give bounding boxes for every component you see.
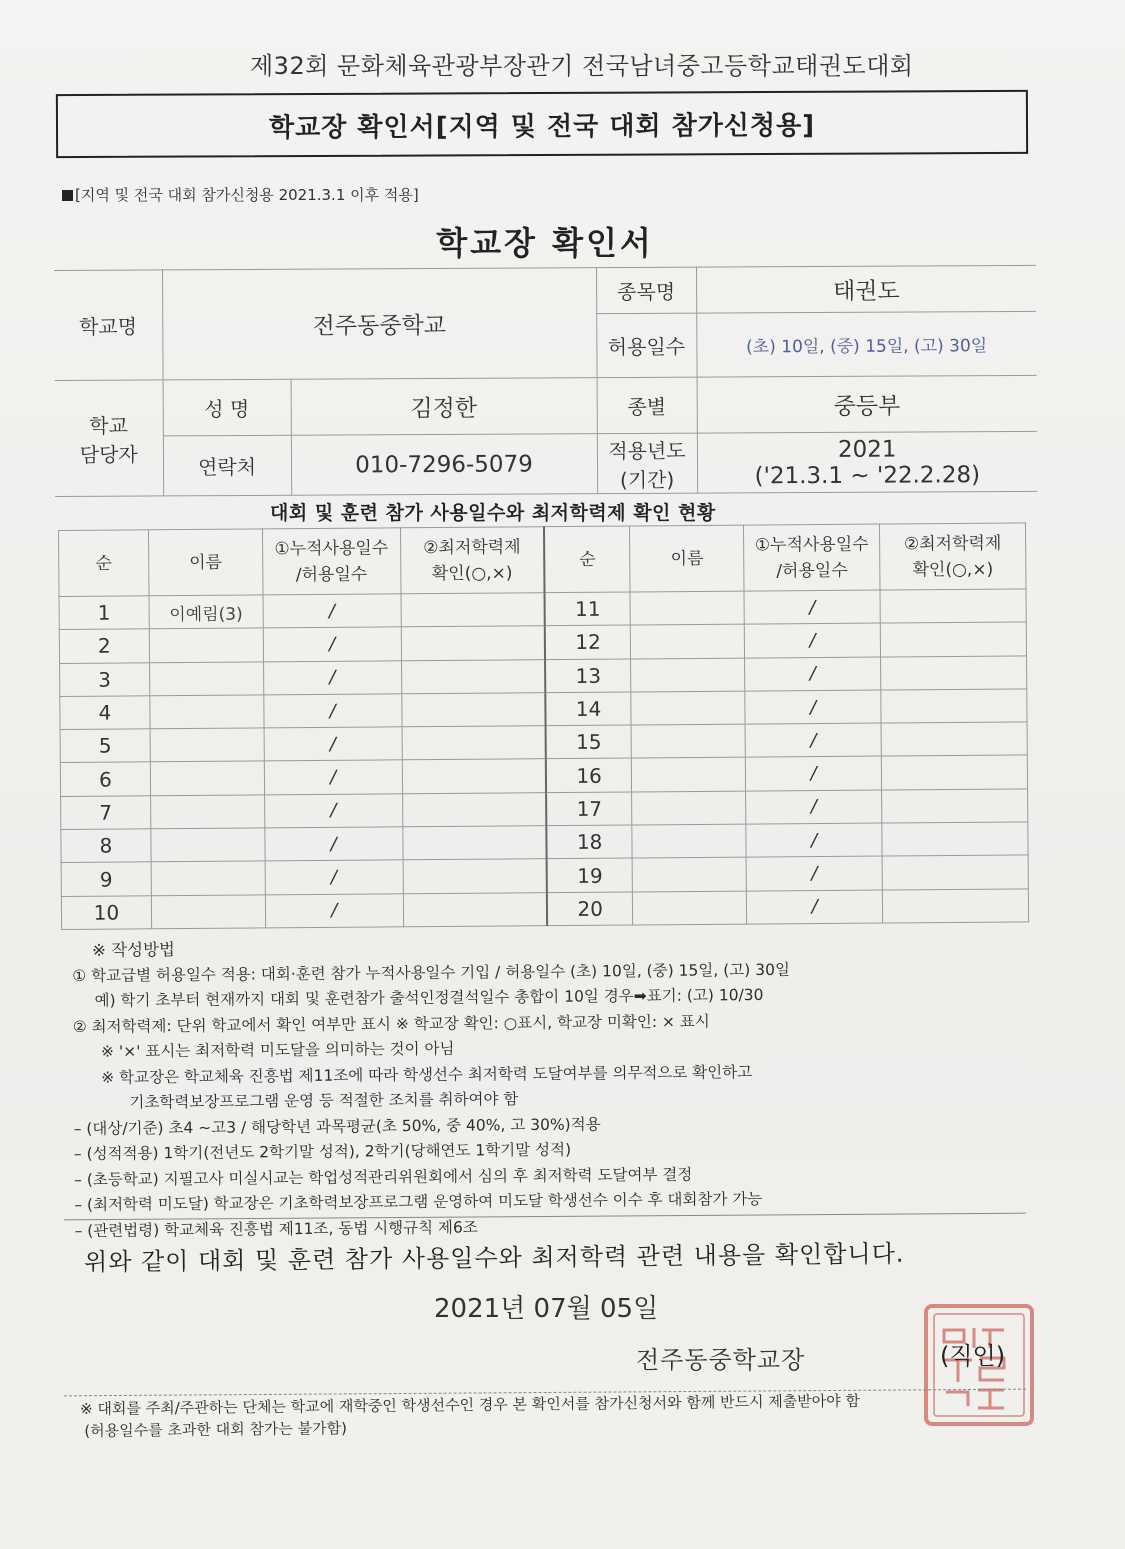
status-table [58,522,1029,930]
row-number: 17 [546,792,632,826]
row-days: / [263,660,401,694]
year-value-line2: ('21.3.1 ~ '22.2.28) [754,461,981,489]
row-name [633,891,747,925]
row-days: / [264,794,402,828]
seal-label: (직인) [940,1342,1006,1370]
row-days: / [744,623,880,657]
row-days: / [264,694,402,728]
division-label: 종별 [597,377,697,434]
row-days: / [263,627,401,661]
square-bullet-icon [62,190,73,201]
row-days: / [265,860,403,894]
row-name [631,624,745,658]
instruction-line-3: ② 최저학력제: 단위 학교에서 확인 여부만 표시 ※ 학교장 확인: ○표시, 학교장 미확인: × 표시 [72,1011,710,1036]
instructions-heading: ※ 작성방법 [92,940,176,960]
row-name [632,824,746,858]
year-label-line1: 적용년도 [608,438,686,463]
row-name [150,728,264,762]
row-check [881,655,1027,689]
status-body [59,589,1029,930]
contact-label: 연락처 [163,435,291,496]
instruction-line-11: – (관련법령) 학교체육 진흥법 제11조, 동법 시행규칙 제6조 [74,1217,478,1240]
row-name [631,724,745,758]
row-name [632,857,746,891]
col-days-right-line1: ①누적사용일수 [754,534,869,556]
col-min-left [400,527,544,594]
status-header-row [59,523,1026,597]
row-name [149,661,263,695]
row-check [402,792,546,826]
allowed-days-value: (초) 10일, (중) 15일, (고) 30일 [696,311,1036,377]
row-name [151,861,265,895]
col-min-right-line2: 확인(○,×) [912,559,994,580]
instruction-line-2: 예) 학기 초부터 현재까지 대회 및 훈련참가 출석인정결석일수 총합이 10일 경우➡표기: (고) 10/30 [94,985,764,1010]
row-number: 4 [60,696,150,730]
name-label: 성 명 [163,379,291,436]
row-number: 19 [547,858,633,892]
row-check [881,755,1027,789]
confirmation-text: 위와 같이 대회 및 훈련 참가 사용일수와 최저학력 관련 내용을 확인합니다. [83,1239,905,1277]
table-row [61,889,1028,930]
row-name [149,628,263,662]
col-days-left [262,528,400,595]
apply-note [62,184,419,205]
row-days: / [746,823,882,857]
row-check [882,889,1028,923]
manager-label-line2: 담당자 [79,442,138,467]
row-number: 12 [545,625,631,659]
row-check [401,659,545,693]
row-days: / [265,827,403,861]
row-check [880,622,1026,656]
row-check [881,722,1027,756]
row-days: / [264,760,402,794]
row-number: 6 [60,762,150,796]
contact-value: 010-7296-5079 [291,434,597,496]
row-number: 15 [546,725,632,759]
row-days: / [744,590,880,624]
instruction-line-1: ① 학교급별 허용일수 적용: 대회·훈련 참가 누적사용일수 기입 / 허용일수 (초) 10일, (중) 15일, (고) 30일 [72,960,790,985]
row-name [150,695,264,729]
year-label [597,433,697,494]
row-name [631,658,745,692]
row-days: / [745,657,881,691]
row-days: / [745,723,881,757]
name-value: 김정한 [291,378,597,436]
row-days: / [264,727,402,761]
row-name [150,761,264,795]
row-number: 2 [59,629,149,663]
allowed-days-label: 허용일수 [596,313,696,378]
year-label-line2: (기간) [619,467,675,492]
apply-note-text: [지역 및 전국 대회 참가신청용 2021.3.1 이후 적용] [75,186,419,204]
instruction-line-7: – (대상/기준) 초4 ~고3 / 해당학년 과목평균(초 50%, 중 40%, 고 30%)적용 [73,1114,601,1138]
row-check [403,859,547,893]
col-min-left-line1: ②최저학력제 [423,536,521,558]
row-number: 5 [60,729,150,763]
col-days-left-line1: ①누적사용일수 [274,537,389,559]
row-check [402,726,546,760]
row-check [401,593,545,627]
row-days: / [746,790,882,824]
col-name-left: 이름 [148,529,262,596]
col-no-left: 순 [59,530,149,597]
row-name [632,791,746,825]
row-number: 1 [59,596,149,630]
division-value: 중등부 [697,375,1037,433]
school-value: 전주동중학교 [162,268,597,380]
event-title: 제32회 문화체육관광부장관기 전국남녀중고등학교태권도대회 [250,52,914,80]
col-name-right: 이름 [630,525,744,592]
row-name [151,828,265,862]
row-days: / [263,594,401,628]
row-days: / [265,893,403,927]
row-check [403,892,547,926]
info-table [54,265,1037,497]
instruction-line-4: ※ '×' 표시는 최저학력 미도달을 의미하는 것이 아님 [100,1039,455,1061]
row-name [150,795,264,829]
row-number: 9 [61,862,151,896]
row-check [882,789,1028,823]
row-number: 13 [545,659,631,693]
manager-label [55,380,164,497]
row-number: 7 [61,796,151,830]
col-min-right-line1: ②최저학력제 [903,533,1002,554]
col-min-left-line2: 확인(○,×) [431,562,513,584]
row-number: 16 [546,758,632,792]
col-days-right [744,524,880,591]
row-number: 10 [61,895,151,929]
row-check [402,826,546,860]
event-label: 종목명 [596,267,696,314]
footer-line-2: (허용일수를 초과한 대회 참가는 불가함) [84,1419,348,1440]
instruction-line-10: – (최저학력 미도달) 학교장은 기초학력보장프로그램 운영하여 미도달 학생선수 이수 후 대회참가 가능 [74,1189,763,1214]
row-days: / [746,757,882,791]
col-days-left-line2: /허용일수 [295,564,368,585]
row-number: 8 [61,829,151,863]
instruction-line-8: – (성적적용) 1학기(전년도 2학기말 성적), 2학기(당해연도 1학기말 성적) [73,1140,572,1163]
year-value-line1: 2021 [837,436,897,463]
row-number: 18 [546,825,632,859]
row-check [401,693,545,727]
form-title: 학교장 확인서[지역 및 전국 대회 참가신청용] [268,110,816,143]
instruction-line-6: 기초학력보장프로그램 운영 등 적절한 조치를 취하여야 함 [129,1090,519,1112]
row-name: 이예림(3) [149,595,263,629]
event-value: 태권도 [696,265,1036,313]
row-check [401,626,545,660]
status-heading: 대회 및 훈련 참가 사용일수와 최저학력제 확인 현황 [270,502,716,524]
instruction-line-5: ※ 학교장은 학교체육 진흥법 제11조에 따라 학생선수 최저학력 도달여부를 의무적으로 확인하고 [101,1062,753,1087]
form-title-box [56,90,1028,158]
row-number: 14 [545,692,631,726]
row-days: / [745,690,881,724]
school-label: 학교명 [54,270,163,381]
footer-line-1: ※ 대회를 주최/주관하는 단체는 학교에 재학중인 학생선수인 경우 본 확인서를 참가신청서와 함께 반드시 제출받아야 함 [80,1391,861,1418]
manager-label-line1: 학교 [89,413,128,438]
row-name [631,691,745,725]
year-value [697,431,1037,493]
row-name [630,591,744,625]
footer-note [80,1390,860,1442]
instruction-line-9: – (초등학교) 지필고사 미실시교는 학업성적관리위원회에서 심의 후 최저학력 도달여부 결정 [74,1165,693,1189]
col-min-right [880,523,1026,590]
row-days: / [747,890,883,924]
row-check [882,822,1028,856]
row-number: 3 [60,662,150,696]
col-no-right: 순 [544,526,630,593]
instructions [72,930,1025,1244]
row-name [151,895,265,929]
row-check [881,689,1027,723]
document-title: 학교장 확인서 [436,224,654,262]
row-number: 20 [547,892,633,926]
row-check [880,589,1026,623]
col-days-right-line2: /허용일수 [776,560,848,581]
row-number: 11 [544,592,630,626]
row-days: / [746,856,882,890]
confirmation-date: 2021년 07월 05일 [434,1294,659,1324]
row-check [402,759,546,793]
row-check [882,855,1028,889]
row-name [632,758,746,792]
principal-name: 전주동중학교장 [636,1346,806,1374]
